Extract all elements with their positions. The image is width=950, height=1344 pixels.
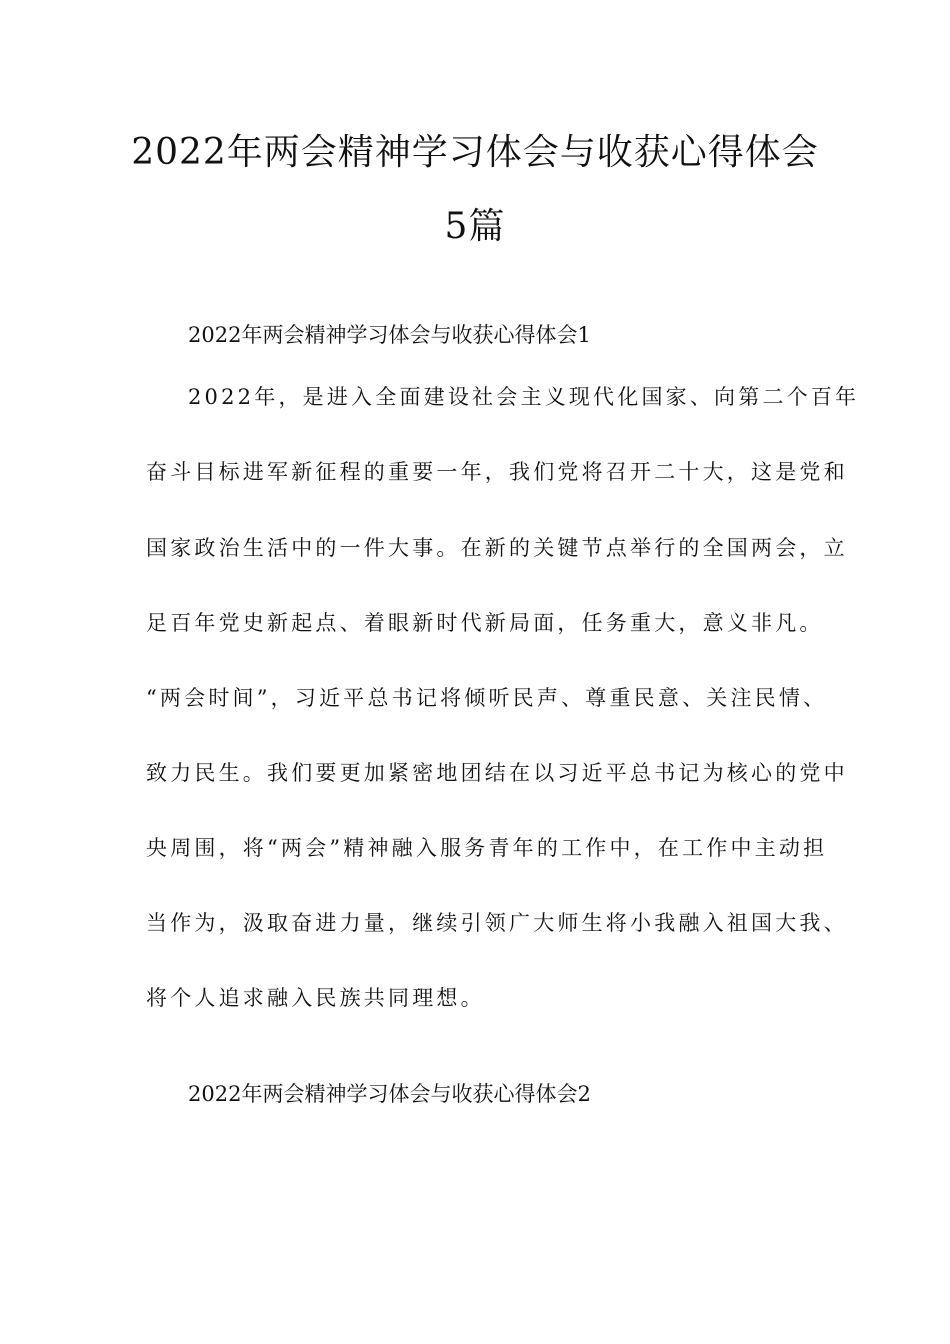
paragraph-line: 致力民生。我们要更加紧密地团结在以习近平总书记为核心的党中 xyxy=(146,761,848,785)
paragraph-line: 2022年，是进入全面建设社会主义现代化国家、向第二个百年 xyxy=(188,385,860,409)
paragraph-line: 将个人追求融入民族共同理想。 xyxy=(146,986,485,1010)
paragraph-line: 当作为，汲取奋进力量，继续引领广大师生将小我融入祖国大我、 xyxy=(146,911,848,935)
paragraph-line: 央周围，将“两会”精神融入服务青年的工作中，在工作中主动担 xyxy=(146,836,828,860)
paragraph-line: “两会时间”，习近平总书记将倾听民声、尊重民意、关注民情、 xyxy=(146,686,828,710)
section-2-heading: 2022年两会精神学习体会与收获心得体会2 xyxy=(188,1082,591,1106)
section-1-heading: 2022年两会精神学习体会与收获心得体会1 xyxy=(188,323,591,347)
paragraph-line: 国家政治生活中的一件大事。在新的关键节点举行的全国两会，立 xyxy=(146,536,848,560)
document-title-line-1: 2022年两会精神学习体会与收获心得体会 xyxy=(131,132,819,173)
paragraph-line: 奋斗目标进军新征程的重要一年，我们党将召开二十大，这是党和 xyxy=(146,460,848,484)
document-title-line-2: 5篇 xyxy=(444,206,506,247)
paragraph-line: 足百年党史新起点、着眼新时代新局面，任务重大，意义非凡。 xyxy=(146,611,824,635)
